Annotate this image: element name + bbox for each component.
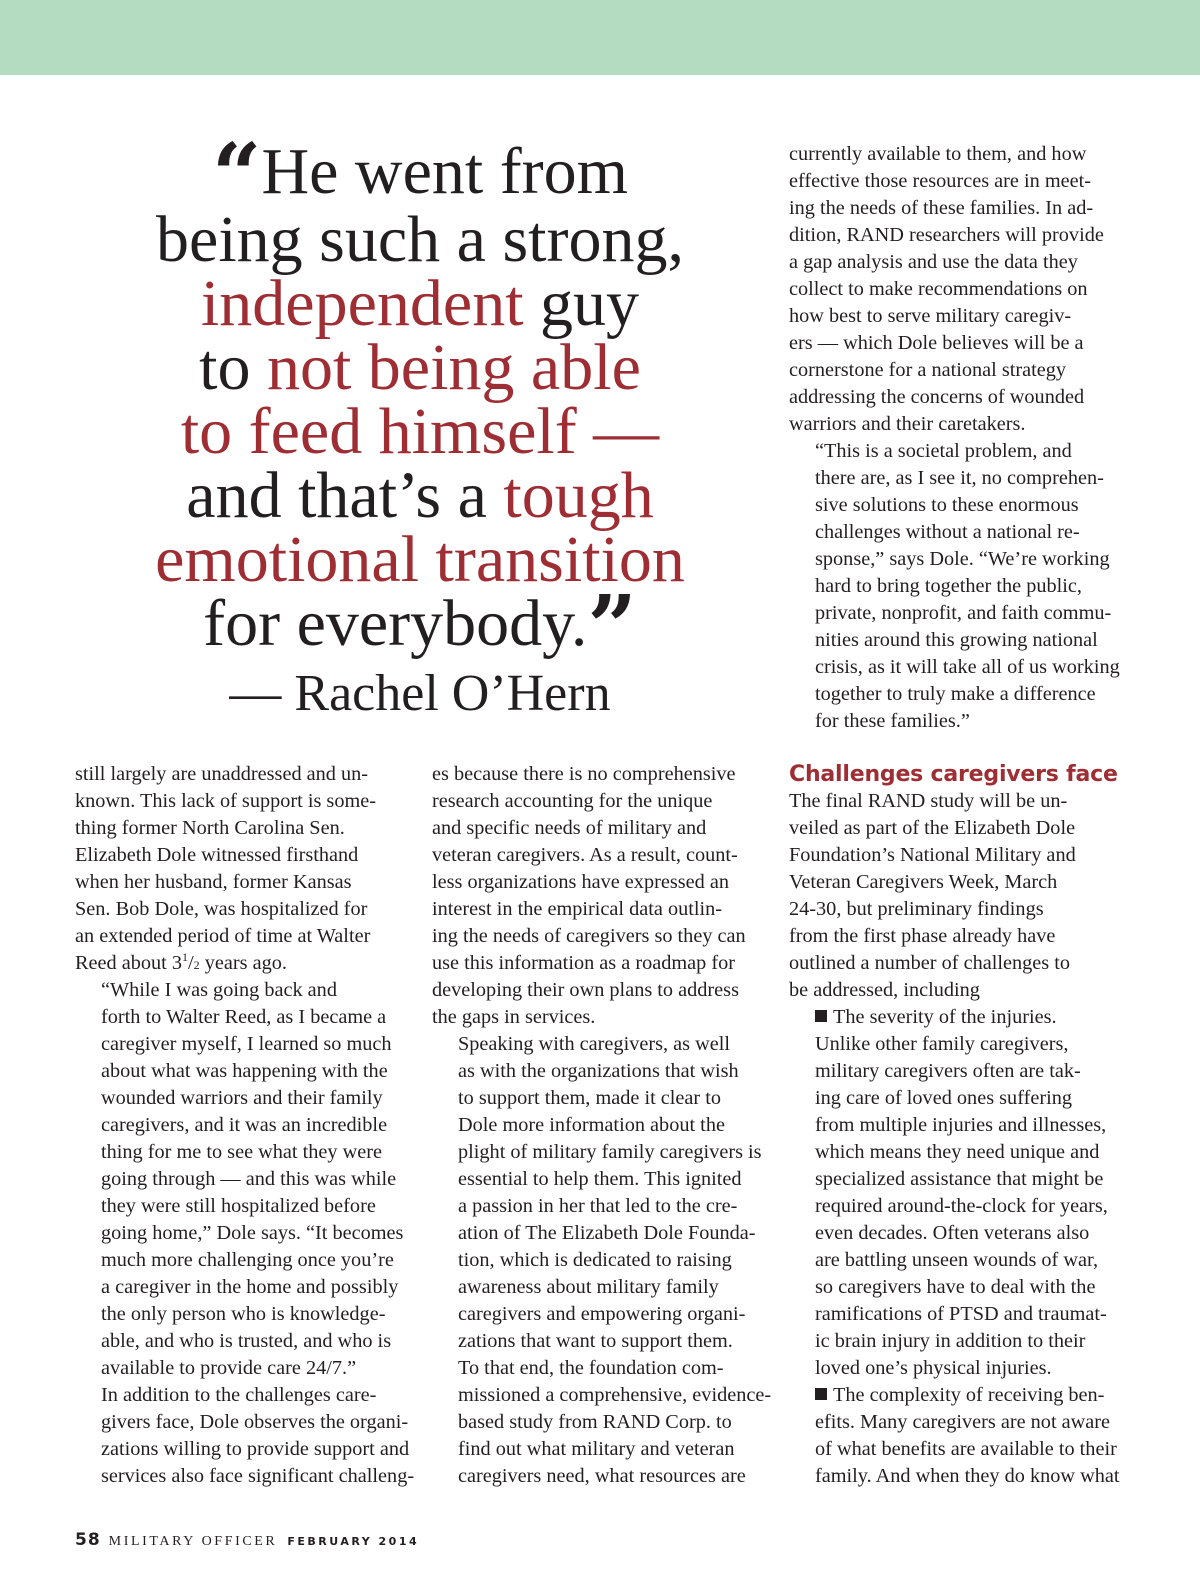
pull-quote [60, 125, 780, 726]
text-line: based study from RAND Corp. to [458, 1411, 732, 1433]
square-bullet-icon [815, 1010, 827, 1022]
text-line: “This is a societal problem, and [815, 440, 1072, 462]
text-line: caregivers, and it was an incredible [101, 1114, 388, 1136]
text-line: challenges without a national re- [815, 521, 1080, 543]
text-line: use this information as a roadmap for [432, 952, 736, 974]
text-line: cornerstone for a national strategy [789, 359, 1067, 381]
page-number: 58 [75, 1530, 101, 1550]
text-line: less organizations have expressed an [432, 871, 729, 893]
text-line: In addition to the challenges care- [101, 1384, 377, 1406]
text-line: known. This lack of support is some- [75, 790, 377, 812]
text-line: Unlike other family caregivers, [815, 1033, 1069, 1055]
text-line: ing the needs of caregivers so they can [432, 925, 746, 947]
text-line: collect to make recommendations on [789, 278, 1088, 300]
text-line: thing former North Carolina Sen. [75, 817, 345, 839]
text-line: of what benefits are available to their [815, 1438, 1117, 1460]
pull-quote-attribution: — Rachel O’Hern [229, 665, 611, 722]
paragraph [432, 1355, 772, 1490]
pull-quote-line-7: emotional transition [155, 523, 685, 596]
text-line: ing care of loved ones suffering [815, 1087, 1073, 1109]
text-line: caregiver myself, I learned so much [101, 1033, 392, 1055]
bullet-paragraph [789, 1382, 1129, 1490]
text-line: crisis, as it will take all of us working [815, 656, 1120, 678]
text-line: so caregivers have to deal with the [815, 1276, 1096, 1298]
text-line: much more challenging once you’re [101, 1249, 394, 1271]
paragraph [75, 977, 415, 1382]
text-line: family. And when they do know what [815, 1465, 1120, 1487]
text-line: missioned a comprehensive, evidence- [458, 1384, 772, 1406]
text-line: a gap analysis and use the data they [789, 251, 1078, 273]
text-line: are battling unseen wounds of war, [815, 1249, 1099, 1271]
text-line: veiled as part of the Elizabeth Dole [789, 817, 1076, 839]
text-line: wounded warriors and their family [101, 1087, 383, 1109]
text-line: ing the needs of these families. In ad- [789, 197, 1094, 219]
pull-quote-line-1: “He went from [211, 125, 628, 226]
close-quote-mark: ” [587, 577, 637, 678]
text-line: an extended period of time at Walter [75, 925, 371, 947]
pull-quote-line-2: being such a strong, [156, 203, 684, 276]
top-color-band [0, 0, 1200, 75]
text-line: ic brain injury in addition to their [815, 1330, 1086, 1352]
text-line: plight of military family caregivers is [458, 1141, 762, 1163]
text-line: Speaking with caregivers, as well [458, 1033, 731, 1055]
paragraph [75, 761, 415, 977]
text-line: The severity of the injuries. [789, 1004, 1129, 1031]
text-line: To that end, the foundation com- [458, 1357, 724, 1379]
text-line: and specific needs of military and [432, 817, 707, 839]
text-line: es because there is no comprehensive [432, 763, 736, 785]
text-line: find out what military and veteran [458, 1438, 735, 1460]
pull-quote-line-4: to not being able [199, 331, 641, 404]
column-2 [432, 761, 772, 1490]
text-line: developing their own plans to address [432, 979, 739, 1001]
column-3 [789, 761, 1129, 1490]
column-3-top [789, 141, 1129, 735]
text-line: there are, as I see it, no comprehen- [815, 467, 1104, 489]
bullet-paragraph [789, 1004, 1129, 1382]
paragraph [789, 788, 1129, 1004]
text-line: forth to Walter Reed, as I became a [101, 1006, 387, 1028]
text-line: awareness about military family [458, 1276, 719, 1298]
text-line: ramifications of PTSD and traumat- [815, 1303, 1107, 1325]
text-line: caregivers and empowering organi- [458, 1303, 746, 1325]
magazine-name: MILITARY OFFICER [108, 1534, 278, 1549]
text-line: veteran caregivers. As a result, count- [432, 844, 738, 866]
paragraph [75, 1382, 415, 1490]
text-line: Veteran Caregivers Week, March [789, 871, 1058, 893]
text-line: from multiple injuries and illnesses, [815, 1114, 1107, 1136]
text-line: the gaps in services. [432, 1006, 596, 1028]
text-line: essential to help them. This ignited [458, 1168, 742, 1190]
text-line: 24-30, but preliminary findings [789, 898, 1044, 920]
page-footer [75, 1530, 419, 1550]
text-line: Sen. Bob Dole, was hospitalized for [75, 898, 368, 920]
text-line: even decades. Often veterans also [815, 1222, 1090, 1244]
open-quote-mark: “ [211, 125, 262, 226]
text-line: a passion in her that led to the cre- [458, 1195, 738, 1217]
text-line: The final RAND study will be un- [789, 790, 1068, 812]
paragraph [789, 141, 1129, 438]
text-line: as with the organizations that wish [458, 1060, 739, 1082]
pull-quote-line-8: for everybody.” [203, 577, 637, 678]
paragraph [432, 1031, 772, 1355]
text-line: which means they need unique and [815, 1141, 1100, 1163]
text-line: specialized assistance that might be [815, 1168, 1104, 1190]
text-line: private, nonprofit, and faith commu- [815, 602, 1112, 624]
text-line: services also face significant challeng- [101, 1465, 415, 1487]
text-line: Elizabeth Dole witnessed firsthand [75, 844, 359, 866]
text-line: to support them, made it clear to [458, 1087, 722, 1109]
text-line: a caregiver in the home and possibly [101, 1276, 399, 1298]
text-line: The complexity of receiving ben- [789, 1382, 1129, 1409]
text-line: from the first phase already have [789, 925, 1056, 947]
paragraph [789, 438, 1129, 735]
text-line: outlined a number of challenges to [789, 952, 1071, 974]
text-line: givers face, Dole observes the organi- [101, 1411, 409, 1433]
text-line: ation of The Elizabeth Dole Founda- [458, 1222, 756, 1244]
column-1 [75, 761, 415, 1490]
text-line: for these families.” [815, 710, 970, 732]
text-line: sponse,” says Dole. “We’re working [815, 548, 1110, 570]
text-line: warriors and their caretakers. [789, 413, 1026, 435]
text-line: research accounting for the unique [432, 790, 713, 812]
text-line: thing for me to see what they were [101, 1141, 383, 1163]
text-line: required around-the-clock for years, [815, 1195, 1108, 1217]
text-line: sive solutions to these enormous [815, 494, 1079, 516]
text-line: about what was happening with the [101, 1060, 388, 1082]
text-line: able, and who is trusted, and who is [101, 1330, 392, 1352]
text-line: nities around this growing national [815, 629, 1098, 651]
text-line: tion, which is dedicated to raising [458, 1249, 732, 1271]
text-line: zations that want to support them. [458, 1330, 733, 1352]
issue-date: FEBRUARY 2014 [287, 1535, 420, 1548]
text-line: hard to bring together the public, [815, 575, 1082, 597]
text-line: loved one’s physical injuries. [815, 1357, 1052, 1379]
text-line: interest in the empirical data outlin- [432, 898, 723, 920]
text-line: going through — and this was while [101, 1168, 397, 1190]
text-line: caregivers need, what resources are [458, 1465, 746, 1487]
text-line: currently available to them, and how [789, 143, 1087, 165]
text-line: efits. Many caregivers are not aware [815, 1411, 1111, 1433]
text-line: effective those resources are in meet- [789, 170, 1092, 192]
text-line: Reed about $3^1/2$ years ago. [75, 950, 287, 974]
text-line: together to truly make a difference [815, 683, 1096, 705]
pull-quote-line-6: and that’s a tough [186, 459, 654, 532]
paragraph [432, 761, 772, 1031]
text-line: when her husband, former Kansas [75, 871, 352, 893]
text-line: still largely are unaddressed and un- [75, 763, 369, 785]
text-line: “While I was going back and [101, 979, 337, 1001]
text-line: zations willing to provide support and [101, 1438, 410, 1460]
text-line: available to provide care 24/7.” [101, 1357, 357, 1379]
section-subhead: Challenges caregivers face [789, 762, 1118, 787]
text-line: going home,” Dole says. “It becomes [101, 1222, 404, 1244]
text-line: Dole more information about the [458, 1114, 725, 1136]
text-line: military caregivers often are tak- [815, 1060, 1081, 1082]
text-line: addressing the concerns of wounded [789, 386, 1085, 408]
pull-quote-line-5: to feed himself — [180, 395, 660, 468]
text-line: Foundation’s National Military and [789, 844, 1076, 866]
pull-quote-line-3: independent guy [200, 267, 640, 340]
text-line: how best to serve military caregiv- [789, 305, 1072, 327]
square-bullet-icon [815, 1388, 827, 1400]
text-line: they were still hospitalized before [101, 1195, 376, 1217]
text-line: be addressed, including [789, 979, 980, 1001]
text-line: dition, RAND researchers will provide [789, 224, 1104, 246]
text-line: ers — which Dole believes will be a [789, 332, 1084, 354]
text-line: the only person who is knowledge- [101, 1303, 386, 1325]
